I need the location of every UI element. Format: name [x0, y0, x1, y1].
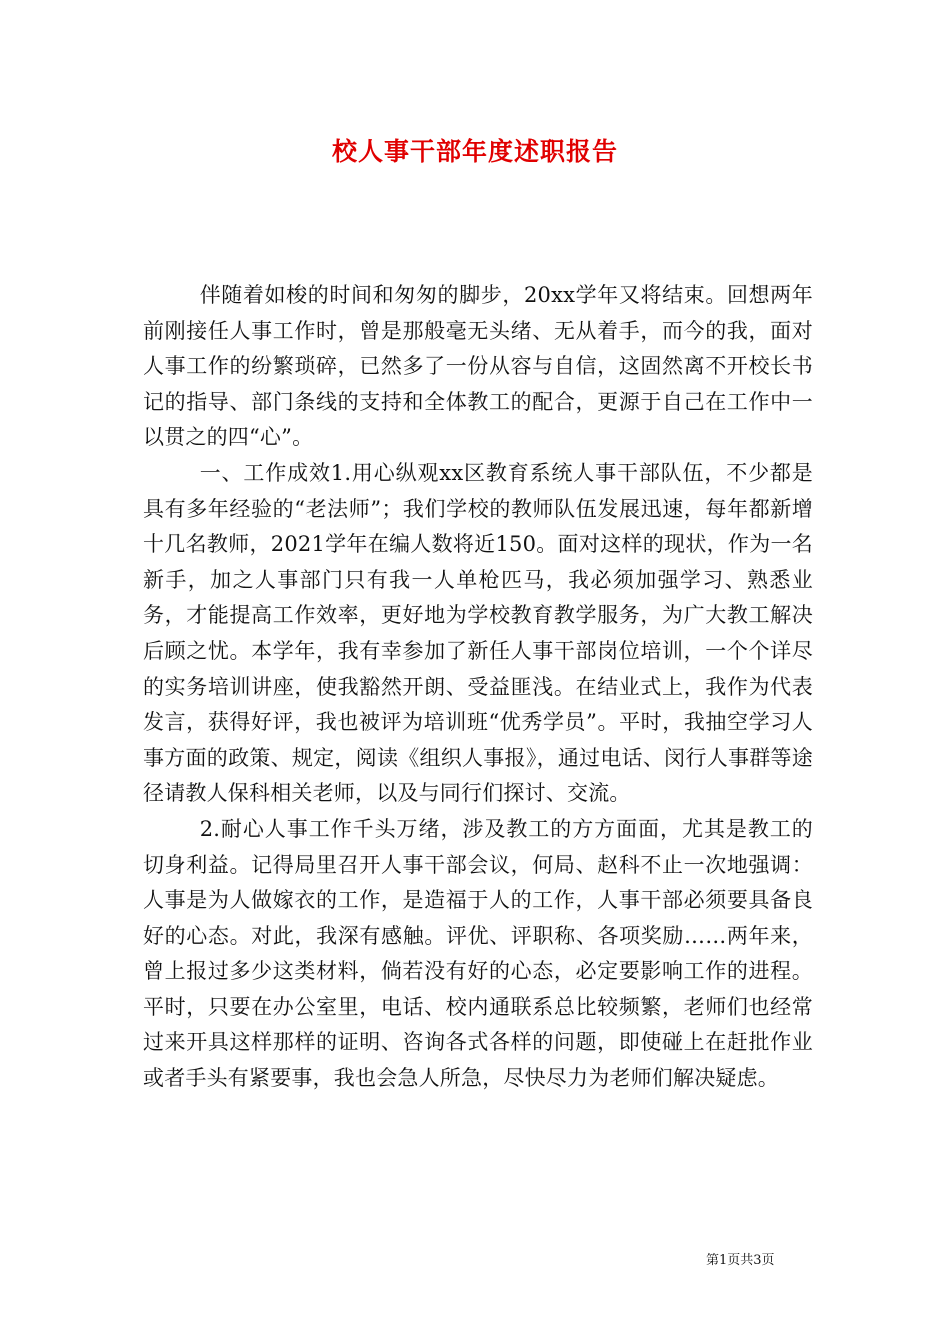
- page-number: 第1页共3页: [706, 1253, 775, 1268]
- body-text: [143, 278, 813, 1097]
- paragraph-section-1: 一、工作成效1.用心纵观xx区教育系统人事干部队伍，不少都是具有多年经验的“老法师”；我们学校的教师队伍发展迅速，每年都新增十几名教师，2021学年在编人数将近150。面对这样的现状，作为一名新手，加之人事部门只有我一人单枪匹马，我必须加强学习、熟悉业务，才能提高工作效率，更好地为学校教育教学服务，为广大教工解决后顾之忧。本学年，我有幸参加了新任人事干部岗位培训，一个个详尽的实务培训讲座，使我豁然开朗、受益匪浅。在结业式上，我作为代表发言，获得好评，我也被评为培训班“优秀学员”。平时，我抽空学习人事方面的政策、规定，阅读《组织人事报》，通过电话、闵行人事群等途径请教人保科相关老师，以及与同行们探讨、交流。: [143, 460, 813, 806]
- page-title: 校人事干部年度述职报告: [331, 137, 618, 166]
- paragraph-intro: 伴随着如梭的时间和匆匆的脚步，20xx学年又将结束。回想两年前刚接任人事工作时，曾是那般毫无头绪、无从着手，而今的我，面对人事工作的纷繁琐碎，已然多了一份从容与自信，这固然离不开校长书记的指导、部门条线的支持和全体教工的配合，更源于自己在工作中一以贯之的四“心”。: [143, 283, 813, 450]
- paragraph-section-2: 2.耐心人事工作千头万绪，涉及教工的方方面面，尤其是教工的切身利益。记得局里召开人事干部会议，何局、赵科不止一次地强调：人事是为人做嫁衣的工作，是造福于人的工作，人事干部必须要具备良好的心态。对此，我深有感触。评优、评职称、各项奖励……两年来，曾上报过多少这类材料，倘若没有好的心态，必定要影响工作的进程。平时，只要在办公室里，电话、校内通联系总比较频繁，老师们也经常过来开具这样那样的证明、咨询各式各样的问题，即使碰上在赶批作业或者手头有紧要事，我也会急人所急，尽快尽力为老师们解决疑虑。: [143, 816, 813, 1091]
